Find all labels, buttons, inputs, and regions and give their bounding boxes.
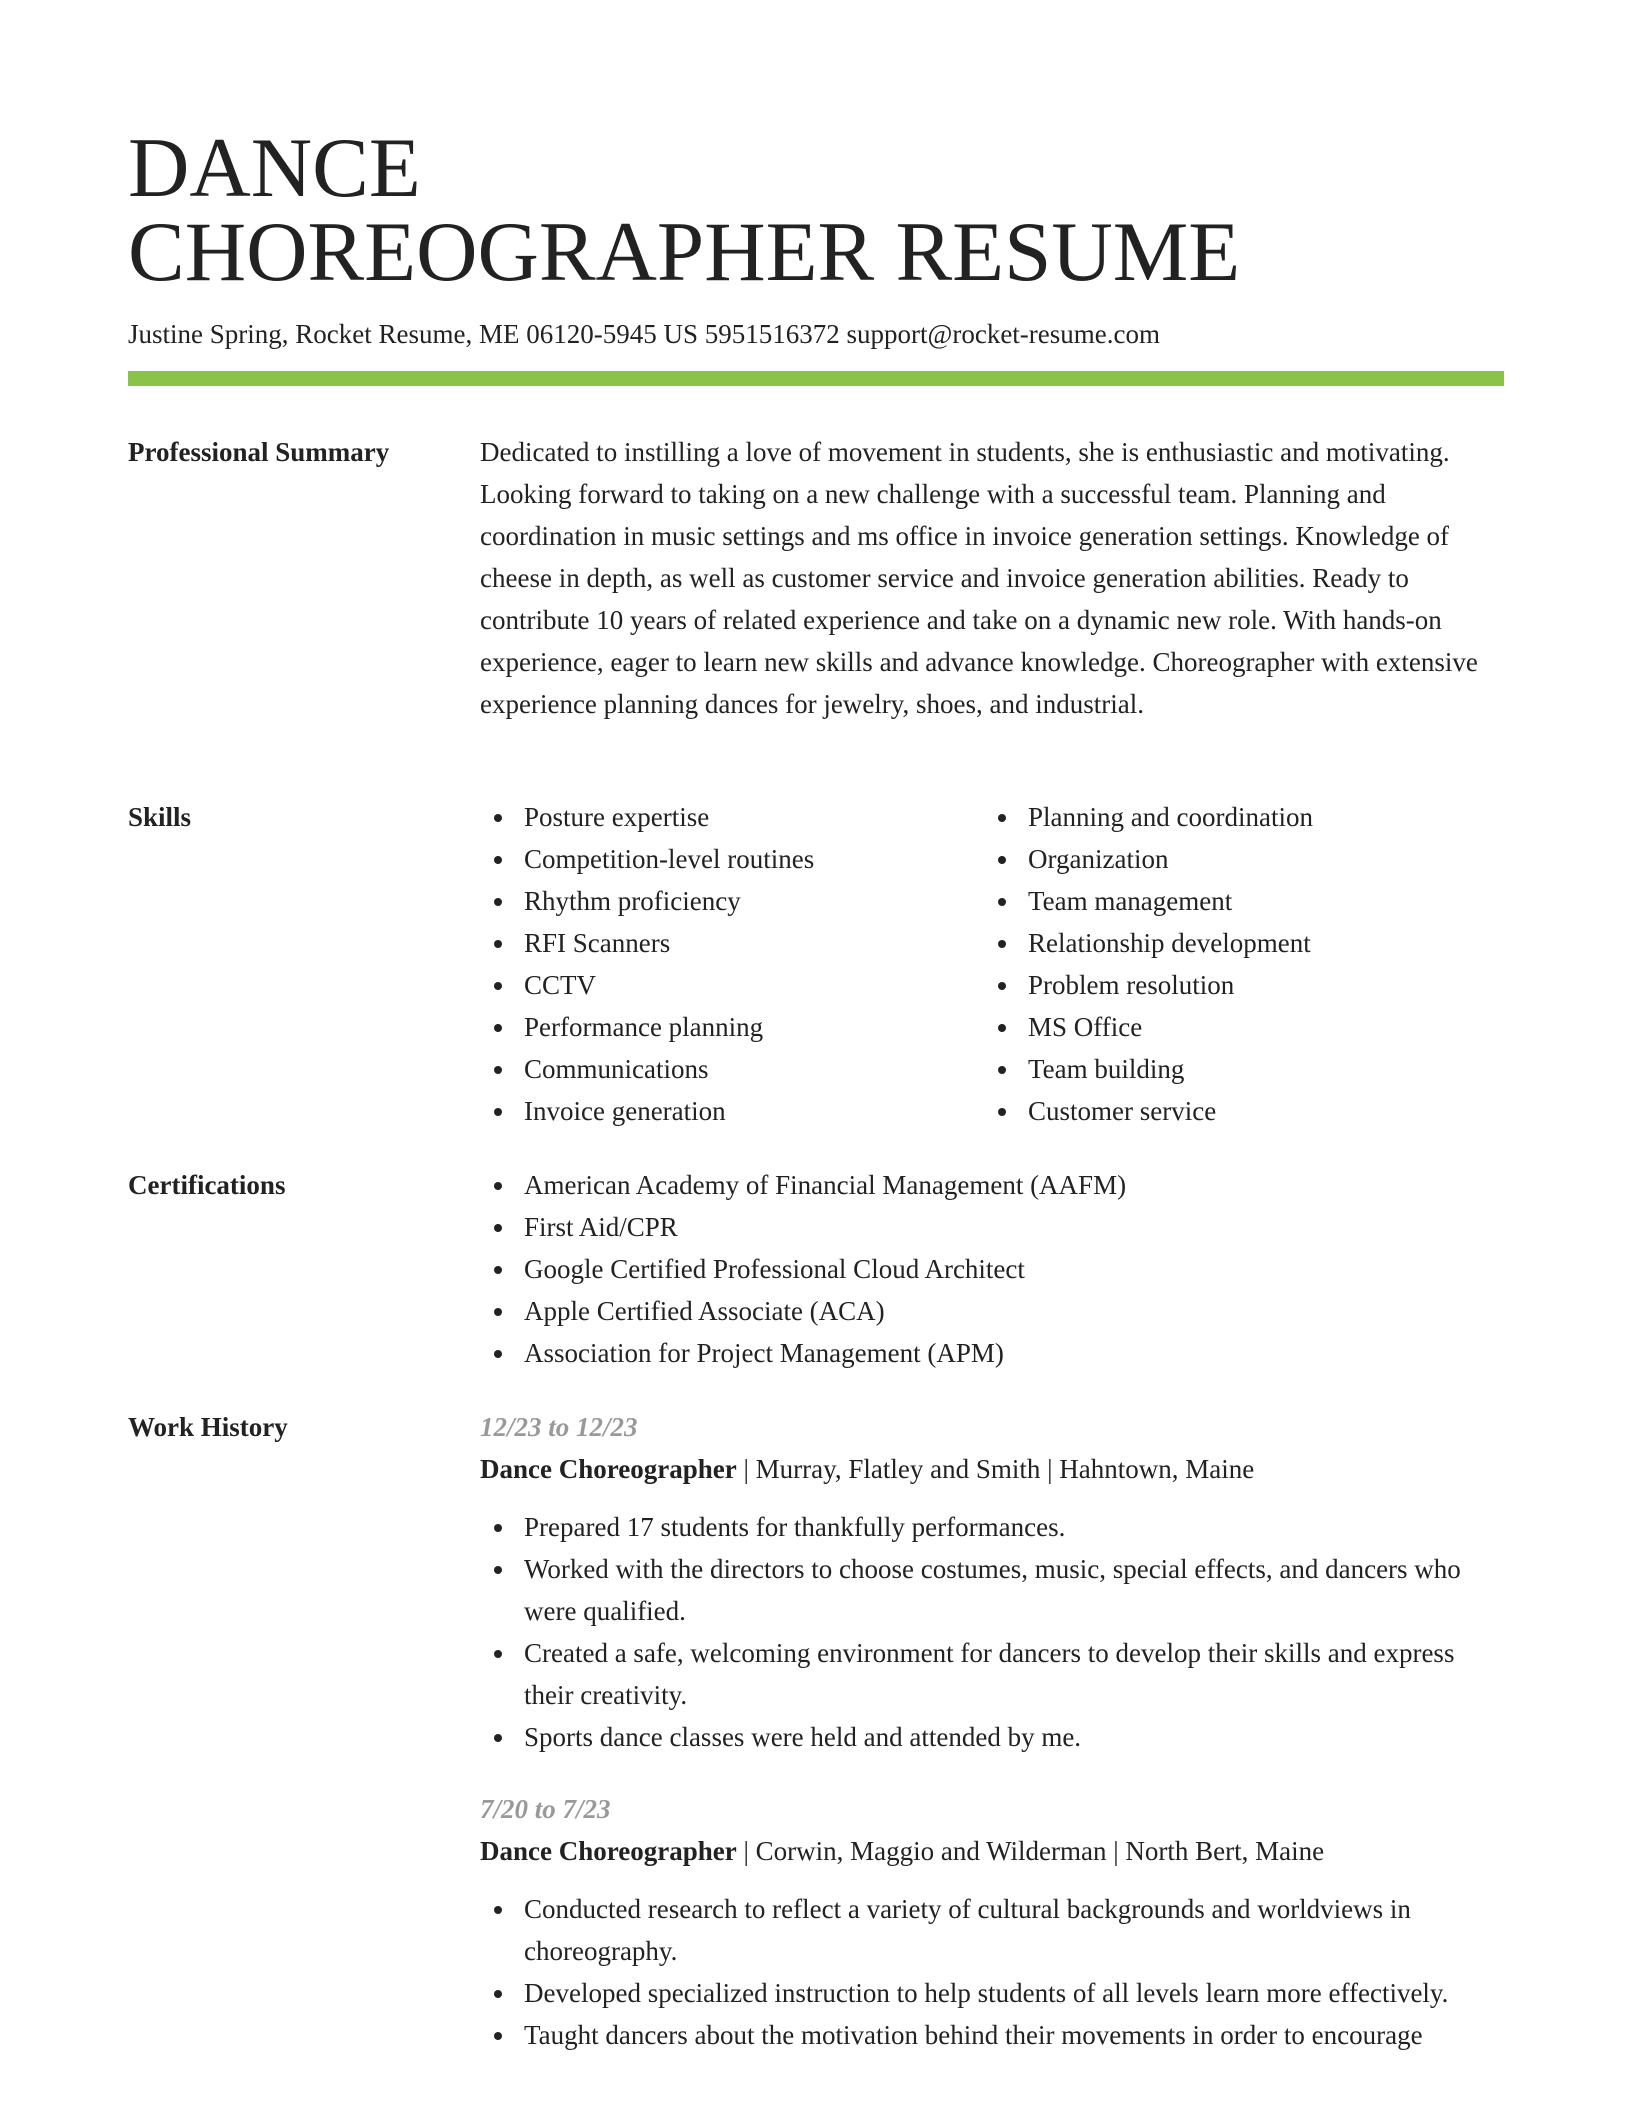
job-dates: 12/23 to 12/23	[480, 1412, 638, 1442]
skills-list-left	[480, 796, 984, 1132]
header-divider	[128, 371, 1504, 386]
job-title: Dance Choreographer	[480, 1836, 737, 1866]
skill-item: Problem resolution	[984, 964, 1488, 1006]
job-entry	[480, 1406, 1506, 1758]
job-duty: Prepared 17 students for thankfully performances.	[480, 1506, 1506, 1548]
skill-item: Performance planning	[480, 1006, 984, 1048]
certifications-section	[480, 1164, 1506, 1374]
title-line-2: CHOREOGRAPHER RESUME	[128, 205, 1241, 299]
job-title: Dance Choreographer	[480, 1454, 737, 1484]
certification-item: Association for Project Management (APM)	[480, 1332, 1506, 1374]
certifications-heading: Certifications	[128, 1170, 286, 1200]
skills-heading: Skills	[128, 802, 192, 832]
skill-item: Rhythm proficiency	[480, 880, 984, 922]
skill-item: Relationship development	[984, 922, 1488, 964]
summary-text: Dedicated to instilling a love of movement in students, she is enthusiastic and motivating. Looking forward to taking on a new challenge with a successful team. Planning and coordination in music settings and ms office in invoice generation settings. Knowledge of cheese in depth, as well as customer service and invoice generation abilities. Ready to contribute 10 years of related experience and take on a dynamic new role. With hands-on experience, eager to learn new skills and advance knowledge. Choreographer with extensive experience planning dances for jewelry, shoes, and industrial.	[480, 437, 1478, 719]
skill-item: Invoice generation	[480, 1090, 984, 1132]
skill-item: Posture expertise	[480, 796, 984, 838]
job-header	[480, 1830, 1506, 1872]
skill-item: RFI Scanners	[480, 922, 984, 964]
job-duty: Created a safe, welcoming environment for dancers to develop their skills and express their creativity.	[480, 1632, 1506, 1716]
skills-section	[480, 796, 1506, 1132]
skill-item: CCTV	[480, 964, 984, 1006]
skill-item: Competition-level routines	[480, 838, 984, 880]
title-line-1: DANCE	[128, 121, 421, 215]
certification-item: Apple Certified Associate (ACA)	[480, 1290, 1506, 1332]
skill-item: Team building	[984, 1048, 1488, 1090]
job-duty: Developed specialized instruction to help students of all levels learn more effectively.	[480, 1972, 1506, 2014]
summary-section	[480, 431, 1506, 725]
job-dates: 7/20 to 7/23	[480, 1794, 611, 1824]
skills-list-right	[984, 796, 1488, 1132]
certification-item: Google Certified Professional Cloud Architect	[480, 1248, 1506, 1290]
certification-item: American Academy of Financial Management (AAFM)	[480, 1164, 1506, 1206]
job-duty: Sports dance classes were held and attended by me.	[480, 1716, 1506, 1758]
skill-item: Communications	[480, 1048, 984, 1090]
job-duties	[480, 1888, 1506, 2056]
skill-item: Planning and coordination	[984, 796, 1488, 838]
job-duty: Worked with the directors to choose costumes, music, special effects, and dancers who were qualified.	[480, 1548, 1506, 1632]
work-history-section	[480, 1406, 1506, 2086]
job-duty: Conducted research to reflect a variety of cultural backgrounds and worldviews in choreography.	[480, 1888, 1506, 1972]
job-duties	[480, 1506, 1506, 1758]
job-entry	[480, 1788, 1506, 2056]
job-header	[480, 1448, 1506, 1490]
job-company-location: | Corwin, Maggio and Wilderman | North Bert, Maine	[736, 1836, 1325, 1866]
contact-info: Justine Spring, Rocket Resume, ME 06120-5945 US 5951516372 support@rocket-resume.com	[128, 319, 1160, 349]
certifications-list	[480, 1164, 1506, 1374]
skill-item: MS Office	[984, 1006, 1488, 1048]
job-company-location: | Murray, Flatley and Smith | Hahntown, Maine	[736, 1454, 1255, 1484]
work-history-heading: Work History	[128, 1412, 288, 1442]
job-duty: Taught dancers about the motivation behind their movements in order to encourage	[480, 2014, 1506, 2056]
skill-item: Customer service	[984, 1090, 1488, 1132]
skill-item: Team management	[984, 880, 1488, 922]
certification-item: First Aid/CPR	[480, 1206, 1506, 1248]
page-title	[128, 121, 1508, 299]
summary-heading: Professional Summary	[128, 437, 390, 467]
skill-item: Organization	[984, 838, 1488, 880]
